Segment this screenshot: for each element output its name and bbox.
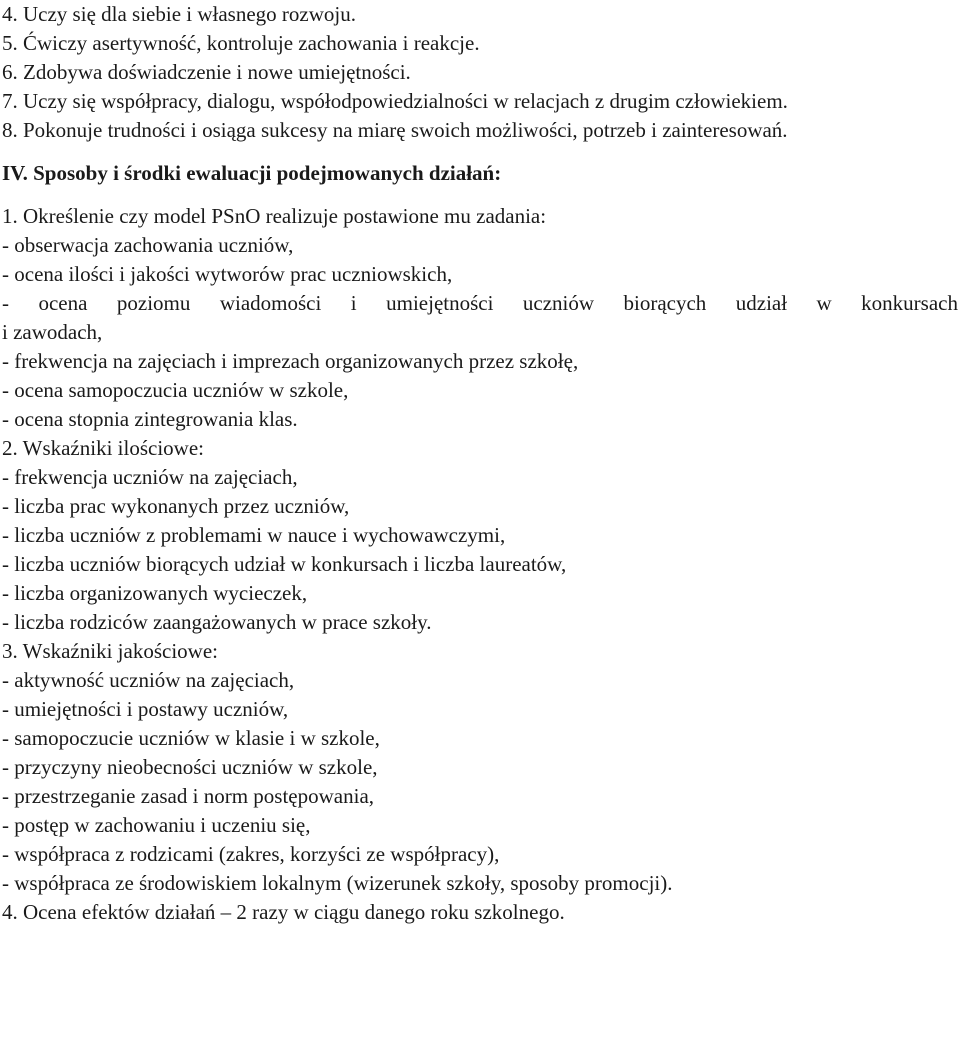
list-item: - obserwacja zachowania uczniów, bbox=[2, 233, 294, 257]
section-heading: IV. Sposoby i środki ewaluacji podejmowanych działań: bbox=[2, 161, 502, 185]
list-item-continuation: i zawodach, bbox=[2, 320, 103, 344]
list-item: - liczba organizowanych wycieczek, bbox=[2, 581, 308, 605]
evaluation-point-2 bbox=[2, 434, 958, 637]
goal-item: 8. Pokonuje trudności i osiąga sukcesy na miarę swoich możliwości, potrzeb i zainteresowań. bbox=[2, 118, 788, 142]
point-title: 1. Określenie czy model PSnO realizuje postawione mu zadania: bbox=[2, 204, 547, 228]
evaluation-point-1 bbox=[2, 202, 958, 434]
list-item: - liczba rodziców zaangażowanych w prace szkoły. bbox=[2, 610, 432, 634]
list-item: - ocena samopoczucia uczniów w szkole, bbox=[2, 378, 349, 402]
goal-item: 4. Uczy się dla siebie i własnego rozwoju. bbox=[2, 2, 356, 26]
list-item: - frekwencja uczniów na zajęciach, bbox=[2, 465, 298, 489]
list-item: - przyczyny nieobecności uczniów w szkole, bbox=[2, 755, 378, 779]
list-item: - postęp w zachowaniu i uczeniu się, bbox=[2, 813, 311, 837]
list-item: - ocena poziomu wiadomości i umiejętności uczniów biorących udział w konkursach bbox=[2, 291, 958, 315]
list-item: - współpraca ze środowiskiem lokalnym (wizerunek szkoły, sposoby promocji). bbox=[2, 871, 673, 895]
point-title: 3. Wskaźniki jakościowe: bbox=[2, 639, 218, 663]
list-item: - umiejętności i postawy uczniów, bbox=[2, 697, 289, 721]
goal-item: 7. Uczy się współpracy, dialogu, współodpowiedzialności w relacjach z drugim człowiekiem. bbox=[2, 89, 788, 113]
list-item: - samopoczucie uczniów w klasie i w szkole, bbox=[2, 726, 380, 750]
list-item: - aktywność uczniów na zajęciach, bbox=[2, 668, 295, 692]
list-item: - ocena stopnia zintegrowania klas. bbox=[2, 407, 298, 431]
goal-item: 5. Ćwiczy asertywność, kontroluje zachowania i reakcje. bbox=[2, 31, 480, 55]
list-item: - współpraca z rodzicami (zakres, korzyści ze współpracy), bbox=[2, 842, 500, 866]
list-item: - liczba prac wykonanych przez uczniów, bbox=[2, 494, 350, 518]
list-item: - ocena ilości i jakości wytworów prac uczniowskich, bbox=[2, 262, 453, 286]
list-item: - liczba uczniów biorących udział w konkursach i liczba laureatów, bbox=[2, 552, 567, 576]
point-title: 2. Wskaźniki ilościowe: bbox=[2, 436, 204, 460]
list-item: - przestrzeganie zasad i norm postępowania, bbox=[2, 784, 375, 808]
goal-item: 6. Zdobywa doświadczenie i nowe umiejętności. bbox=[2, 60, 411, 84]
point-title: 4. Ocena efektów działań – 2 razy w ciągu danego roku szkolnego. bbox=[2, 900, 565, 924]
goals-list bbox=[2, 0, 958, 145]
list-item: - frekwencja na zajęciach i imprezach organizowanych przez szkołę, bbox=[2, 349, 579, 373]
list-item: - liczba uczniów z problemami w nauce i wychowawczymi, bbox=[2, 523, 506, 547]
evaluation-point-3 bbox=[2, 637, 958, 898]
evaluation-point-4 bbox=[2, 898, 958, 927]
